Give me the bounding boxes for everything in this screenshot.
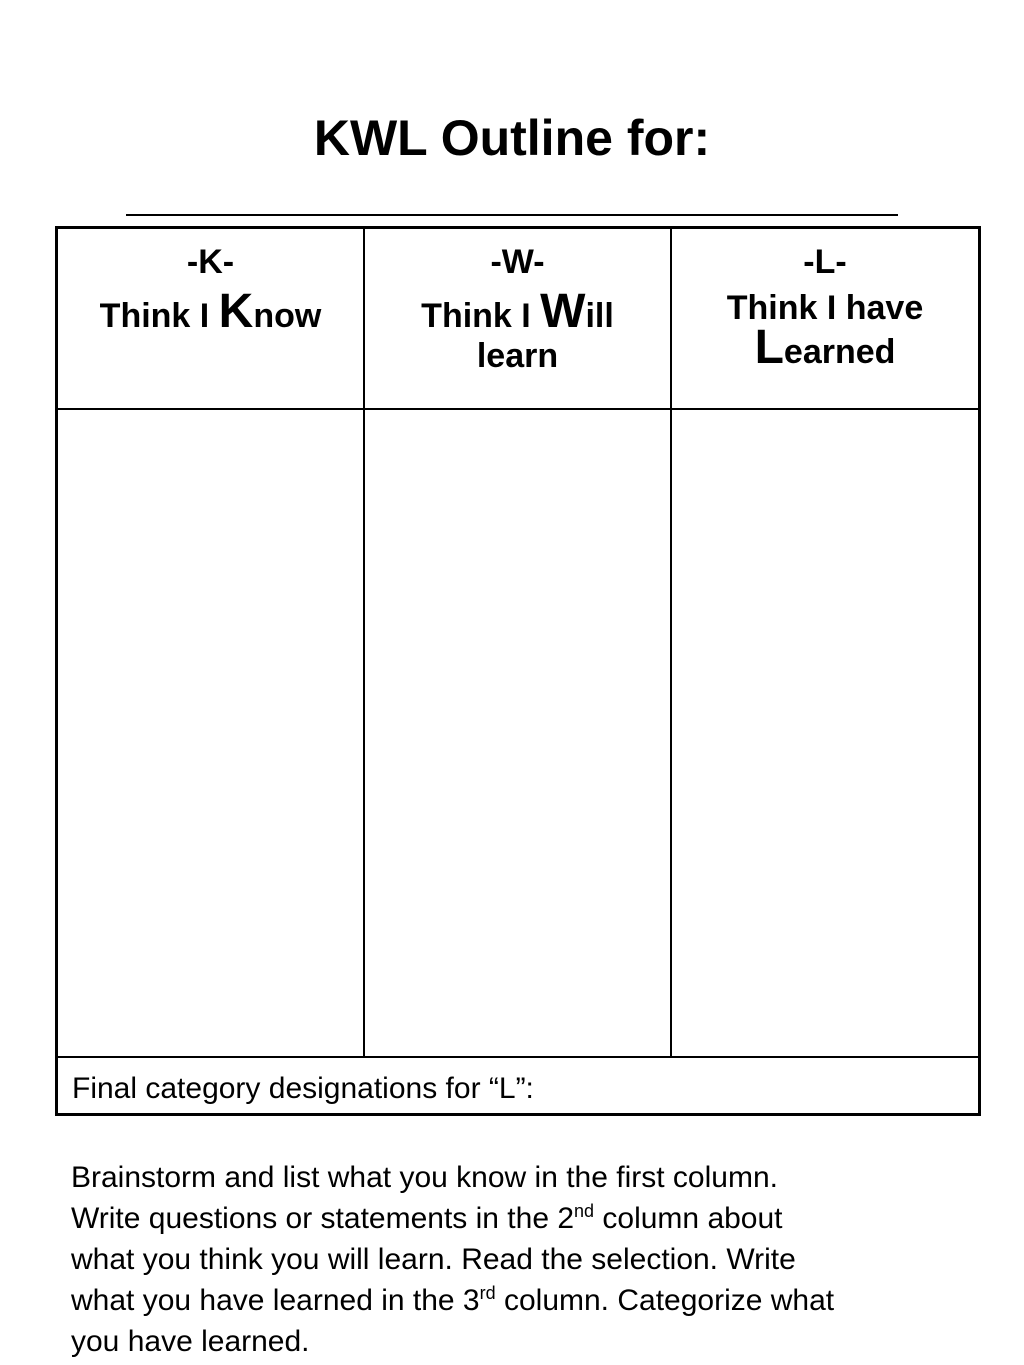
column-header-w <box>365 229 670 409</box>
column-letter-l: -L- <box>803 243 847 281</box>
page-title: KWL Outline for: <box>313 110 711 166</box>
column-letter-k: -K- <box>186 243 235 281</box>
column-letter-w: -W- <box>490 243 545 281</box>
column-header-l <box>672 229 978 409</box>
title-blank-line <box>126 214 898 216</box>
column-subtitle-w: Think I Will learn <box>421 285 614 375</box>
instructions-text: Brainstorm and list what you know in the first column. Write questions or statements in the 2nd column about what you think you will learn. Read the selection. Write what you have learned in the 3rd column. Categorize what you have learned. <box>71 1161 835 1358</box>
column-header-k <box>58 229 363 409</box>
final-category-label: Final category designations for “L”: <box>72 1072 534 1105</box>
final-row-divider <box>58 1056 978 1058</box>
column-subtitle-l: Think I have Learned <box>726 289 924 374</box>
column-subtitle-k: Think I Know <box>99 285 322 338</box>
kwl-table <box>55 226 981 1116</box>
